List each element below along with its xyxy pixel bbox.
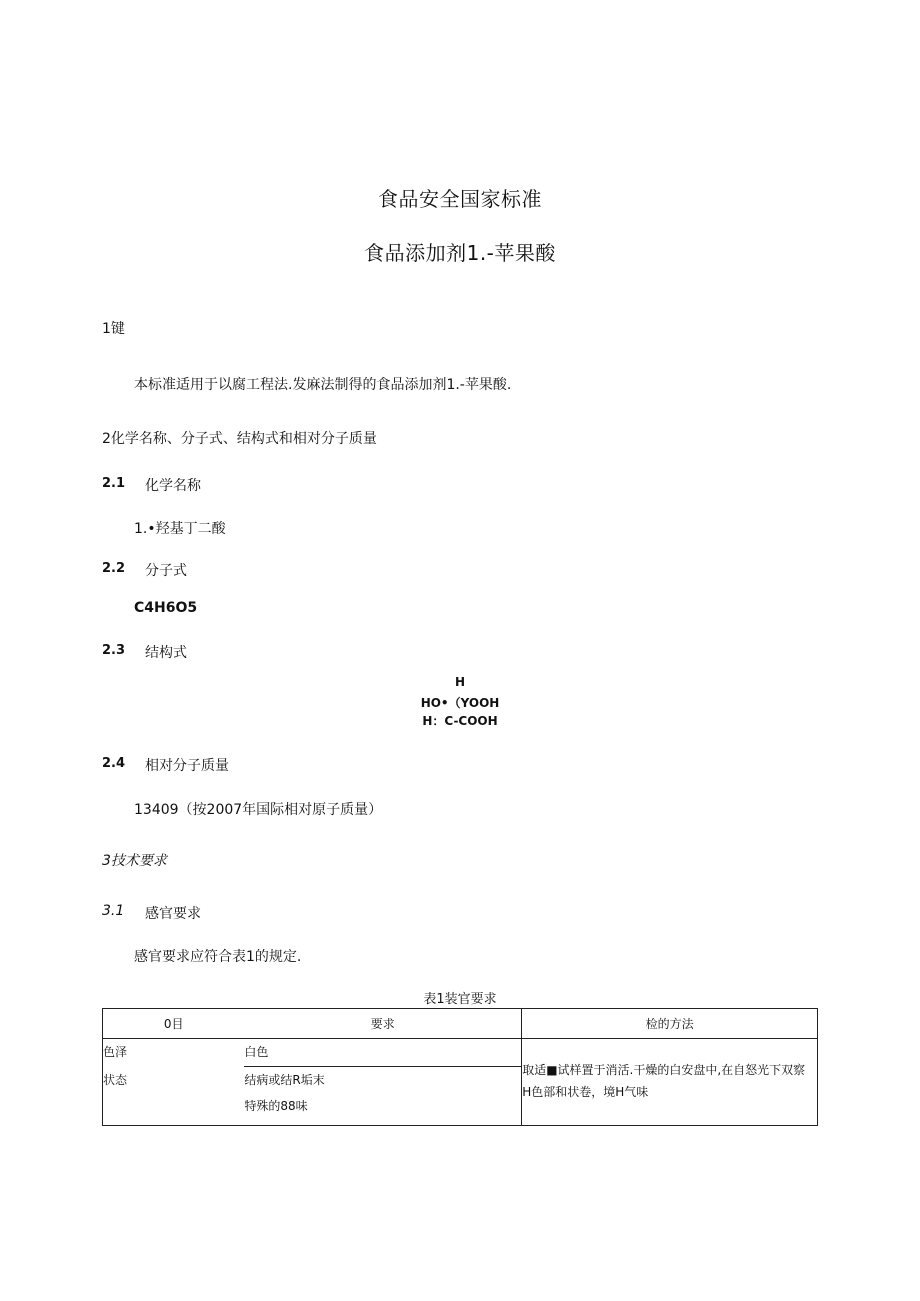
section-1-text: 本标准适用于以腐工程法.发麻法制得的食品添加剂1.-苹果酸. — [134, 377, 512, 393]
row-state-requirement — [244, 1067, 521, 1126]
sensory-requirements-table — [102, 1008, 818, 1126]
requirement-state: 结病或结R垢末 — [244, 1073, 325, 1087]
table-row — [103, 1039, 818, 1067]
structural-formula-line-1: H — [454, 675, 466, 689]
row-state-item — [103, 1067, 245, 1126]
section-1-heading-text: 1键 — [102, 321, 125, 337]
section-2-3-number: 2.3 — [102, 643, 126, 658]
item-color: 色泽 — [103, 1045, 128, 1059]
header-requirement: 要求 — [244, 1009, 521, 1039]
method-text — [522, 1039, 817, 1103]
section-3-1-label: 感官要求 — [145, 906, 201, 922]
method-cell — [522, 1039, 818, 1126]
section-2-4-label: 相对分子质量 — [145, 758, 229, 774]
header-item: 0目 — [103, 1009, 245, 1039]
section-2-1-label: 化学名称 — [145, 478, 201, 494]
section-2-2-label: 分子式 — [145, 563, 187, 579]
section-3-1-text: 感官要求应符合表1的规定. — [134, 949, 302, 965]
method-line-1: 取适■试样置于消活.干燥的白安盘中,在自怒光下双察 — [522, 1063, 806, 1077]
table-header-row — [103, 1009, 818, 1039]
header-method: 检的方法 — [522, 1009, 818, 1039]
section-2-1-number: 2.1 — [102, 476, 126, 491]
document-subtitle: 食品添加剂1.-苹果酸 — [364, 241, 556, 265]
section-2-4-number: 2.4 — [102, 756, 126, 771]
requirement-color: 白色 — [244, 1045, 269, 1059]
requirement-odor: 特殊的88味 — [244, 1099, 308, 1113]
section-2-heading: 2化学名称、分子式、结构式和相对分子质量 — [102, 431, 377, 447]
structural-formula-line-2: HO•（YOOH — [420, 696, 500, 710]
method-line-2: H色部和状卷，境H气味 — [522, 1085, 649, 1099]
section-2-2-number: 2.2 — [102, 561, 126, 576]
molecular-mass-value: 13409（按2007年国际相对原子质量） — [134, 802, 383, 818]
row-color-requirement — [244, 1039, 521, 1067]
row-color-item — [103, 1039, 245, 1067]
molecular-formula-value: C4H6O5 — [134, 600, 198, 616]
section-2-3-label: 结构式 — [145, 645, 187, 661]
structural-formula-line-3: H：C-COOH — [422, 714, 498, 728]
section-3-1-number: 3.1 — [102, 903, 125, 919]
chemical-name-value: 1.•羟基丁二酸 — [134, 521, 226, 537]
table-1-caption: 表1装官要求 — [423, 992, 497, 1007]
document-title: 食品安全国家标准 — [378, 187, 542, 211]
item-state: 状态 — [103, 1072, 128, 1087]
section-1-heading — [102, 318, 125, 338]
section-3-heading: 3技术要求 — [102, 853, 167, 869]
